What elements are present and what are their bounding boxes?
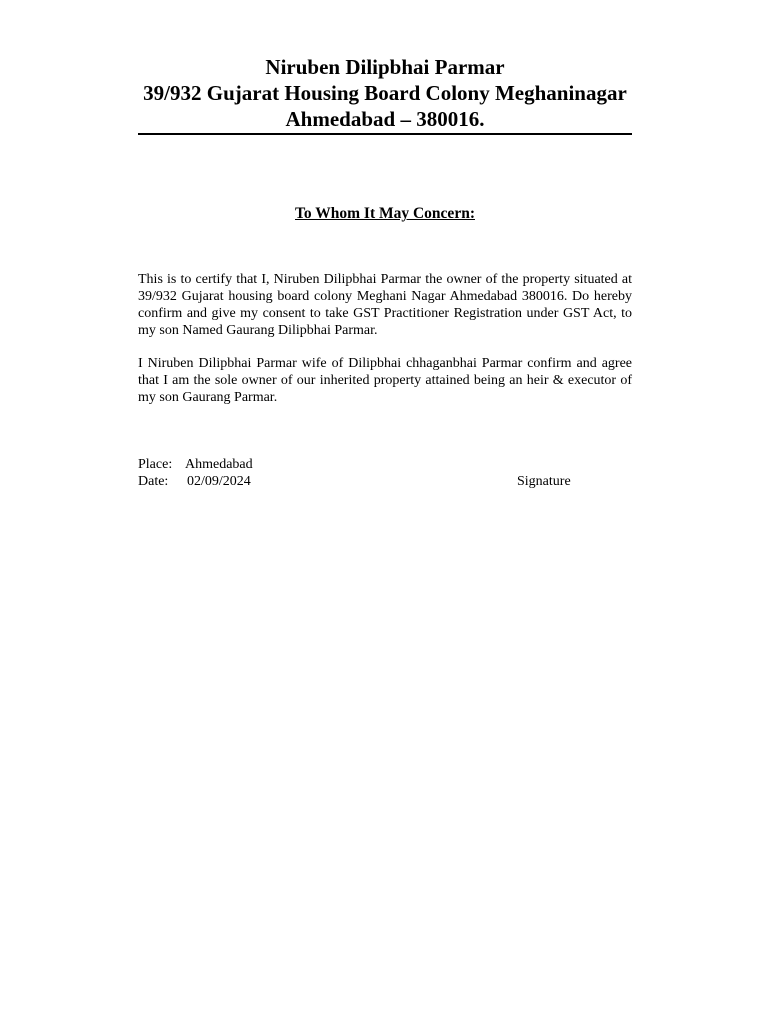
document-footer xyxy=(138,456,632,496)
letterhead-name: Niruben Dilipbhai Parmar xyxy=(265,55,505,79)
paragraph-line: 39/932 Gujarat housing board colony Meghani Nagar Ahmedabad 380016. Do hereby xyxy=(138,289,632,304)
place-value: Ahmedabad xyxy=(185,457,253,472)
paragraph-certification xyxy=(138,271,632,339)
letterhead xyxy=(138,54,632,135)
heading-text: To Whom It May Concern: xyxy=(295,205,475,222)
paragraph-line: that I am the sole owner of our inherited property attained being an heir & executor of xyxy=(138,373,632,388)
letterhead-address-line2: Ahmedabad – 380016. xyxy=(285,107,485,131)
paragraph-ownership xyxy=(138,355,632,406)
paragraph-line: I Niruben Dilipbhai Parmar wife of Dilipbhai chhaganbhai Parmar confirm and agree xyxy=(138,356,632,371)
paragraph-line: my son Named Gaurang Dilipbhai Parmar. xyxy=(138,323,378,338)
paragraph-line: my son Gaurang Parmar. xyxy=(138,390,278,405)
date-row xyxy=(138,473,632,490)
paragraph-line: confirm and give my consent to take GST Practitioner Registration under GST Act, to xyxy=(138,306,632,321)
signature-label: Signature xyxy=(517,474,571,489)
letterhead-address-line1: 39/932 Gujarat Housing Board Colony Meghaninagar xyxy=(143,81,627,105)
paragraph-line: This is to certify that I, Niruben Dilipbhai Parmar the owner of the property situated at xyxy=(138,272,632,287)
date-value: 02/09/2024 xyxy=(187,474,251,489)
place-label: Place: xyxy=(138,457,173,472)
place-row xyxy=(138,456,632,473)
date-label: Date: xyxy=(138,474,169,489)
document-heading xyxy=(138,205,632,223)
document-page xyxy=(138,54,632,496)
